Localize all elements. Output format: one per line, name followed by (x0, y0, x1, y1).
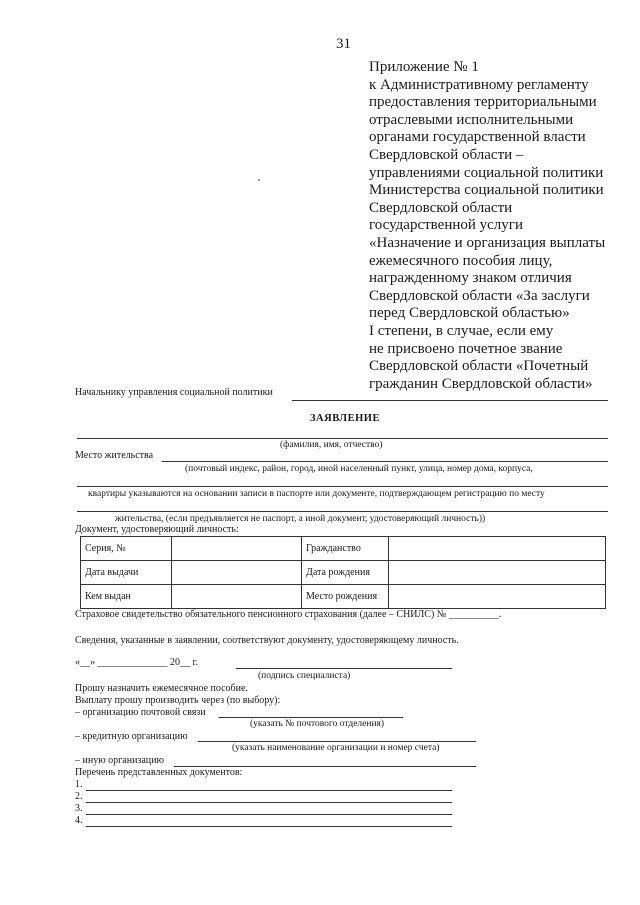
residence-label: Место жительства (75, 450, 154, 461)
fio-line[interactable] (77, 438, 608, 439)
addressee-line[interactable] (292, 400, 608, 401)
confirm-text: Сведения, указанные в заявлении, соответствуют документу, удостоверяющему личность. (75, 635, 459, 646)
doc-item-number: 3. (75, 803, 83, 814)
residence-caption: (почтовый индекс, район, город, иной населенный пункт, улица, номер дома, корпуса, (185, 464, 533, 474)
date-line[interactable]: «__» ______________ 20__ г. (75, 657, 198, 668)
docs-label: Перечень представленных документов: (75, 767, 243, 778)
request-text: Прошу назначить ежемесячное пособие. (75, 683, 248, 694)
id-document-table (80, 536, 606, 609)
fio-caption: (фамилия, имя, отчество) (280, 440, 383, 450)
appendix-line: гражданин Свердловской области» (369, 375, 593, 392)
scan-speck (258, 179, 260, 181)
id-cell-label: Дата выдачи (81, 561, 172, 585)
appendix-line: Свердловской области – (369, 146, 524, 163)
appendix-line: «Назначение и организация выплаты (369, 234, 606, 251)
addressee-label: Начальнику управления социальной политики (75, 387, 273, 398)
appendix-line: отраслевыми исполнительными (369, 111, 574, 128)
credit-label: – кредитную организацию (75, 731, 188, 742)
post-line[interactable] (219, 717, 403, 718)
other-label: – иную организацию (75, 755, 164, 766)
appendix-line: Свердловской области (369, 199, 513, 216)
id-cell-value[interactable] (389, 561, 606, 585)
appendix-line: перед Свердловской областью» (369, 305, 570, 322)
appendix-line: к Административному регламенту (369, 76, 589, 93)
table-row (81, 585, 606, 609)
id-cell-value[interactable] (172, 537, 302, 561)
id-cell-label: Кем выдан (81, 585, 172, 609)
appendix-line: предоставления территориальными (369, 94, 597, 111)
credit-line[interactable] (198, 741, 476, 742)
id-doc-label: Документ, удостоверяющий личность: (75, 524, 239, 535)
appendix-header (369, 59, 605, 393)
appendix-line: Свердловской области «За заслуги (369, 287, 590, 304)
page-number: 31 (336, 36, 351, 52)
snils-text: Страховое свидетельство обязательного пенсионного страхования (далее – СНИЛС) № __________. (75, 609, 502, 620)
doc-item-line[interactable] (86, 802, 452, 803)
appendix-line: ежемесячного пособия лицу, (369, 252, 553, 269)
id-cell-label: Место рождения (302, 585, 389, 609)
residence-caption-2: квартиры указываются на основании записи в паспорте или документе, подтверждающем регистрацию по месту (88, 489, 545, 499)
appendix-line: управлениями социальной политики (369, 164, 604, 181)
residence-caption-3: жительства, (если предъявляется не паспорт, а иной документ, удостоверяющий личность)) (115, 514, 486, 524)
doc-item-number: 1. (75, 779, 83, 790)
appendix-line: Свердловской области «Почетный (369, 358, 589, 375)
appendix-line: органами государственной власти (369, 129, 586, 146)
id-cell-value[interactable] (389, 585, 606, 609)
id-cell-value[interactable] (389, 537, 606, 561)
post-caption: (указать № почтового отделения) (250, 719, 385, 729)
signature-line[interactable] (236, 668, 452, 669)
id-cell-label: Серия, № (81, 537, 172, 561)
appendix-line: не присвоено почетное звание (369, 340, 563, 357)
id-cell-label: Дата рождения (302, 561, 389, 585)
doc-item-number: 2. (75, 791, 83, 802)
doc-item-line[interactable] (86, 790, 452, 791)
table-row (81, 537, 606, 561)
residence-line[interactable] (162, 461, 608, 462)
id-cell-value[interactable] (172, 561, 302, 585)
payment-label: Выплату прошу производить через (по выбору): (75, 695, 281, 706)
id-cell-value[interactable] (172, 585, 302, 609)
signature-caption: (подпись специалиста) (258, 671, 351, 681)
doc-item-number: 4. (75, 815, 83, 826)
credit-caption: (указать наименование организации и номер счета) (232, 743, 440, 753)
appendix-line: государственной услуги (369, 217, 523, 234)
residence-line-3[interactable] (77, 511, 608, 512)
doc-item-line[interactable] (86, 814, 452, 815)
appendix-line: Министерства социальной политики (369, 182, 604, 199)
residence-line-2[interactable] (77, 486, 608, 487)
appendix-line: I степени, в случае, если ему (369, 322, 554, 339)
doc-item-line[interactable] (86, 826, 452, 827)
id-cell-label: Гражданство (302, 537, 389, 561)
appendix-line: Приложение № 1 (369, 59, 479, 75)
post-label: – организацию почтовой связи (75, 707, 206, 718)
table-row (81, 561, 606, 585)
form-title: ЗАЯВЛЕНИЕ (310, 413, 380, 424)
appendix-line: награжденному знаком отличия (369, 270, 572, 287)
